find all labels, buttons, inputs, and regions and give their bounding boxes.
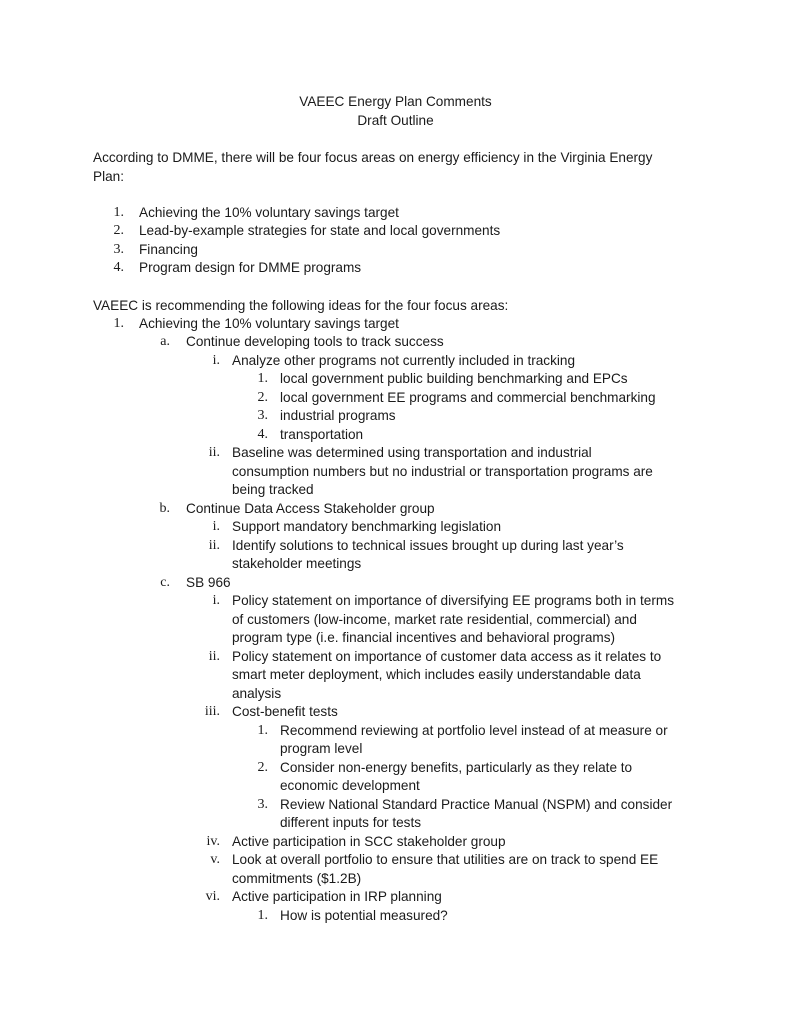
outline-item-level4-cont: different inputs for tests bbox=[280, 815, 422, 830]
list-marker: a. bbox=[160, 334, 170, 349]
outline-item-level4: local government public building benchmarking and EPCs bbox=[280, 371, 628, 386]
outline-item-level3: Analyze other programs not currently included in tracking bbox=[232, 353, 576, 368]
outline-item-level2: Continue developing tools to track success bbox=[186, 334, 444, 349]
outline-item-level4: industrial programs bbox=[280, 408, 396, 423]
outline-item-level4: Review National Standard Practice Manual (NSPM) and consider bbox=[280, 797, 673, 812]
outline-item-level3: Cost-benefit tests bbox=[232, 704, 338, 719]
intro-paragraph-line: According to DMME, there will be four focus areas on energy efficiency in the Virginia Energy bbox=[93, 150, 653, 165]
list-marker: v. bbox=[210, 852, 220, 867]
outline-item-level4-cont: economic development bbox=[280, 778, 420, 793]
outline-item-level3: Support mandatory benchmarking legislation bbox=[232, 519, 502, 534]
outline-item-level1: Achieving the 10% voluntary savings target bbox=[139, 316, 399, 331]
focus-area-item: Program design for DMME programs bbox=[139, 260, 362, 275]
list-marker: 2. bbox=[257, 390, 268, 405]
list-marker: 1. bbox=[113, 205, 124, 220]
outline-item-level3: Look at overall portfolio to ensure that utilities are on track to spend EE bbox=[232, 852, 659, 867]
list-marker: i. bbox=[212, 519, 220, 534]
list-marker: 1. bbox=[257, 371, 268, 386]
outline-item-level3: Identify solutions to technical issues brought up during last year’s bbox=[232, 538, 624, 553]
list-marker: 1. bbox=[257, 723, 268, 738]
outline-item-level3: Baseline was determined using transportation and industrial bbox=[232, 445, 592, 460]
outline-item-level2: Continue Data Access Stakeholder group bbox=[186, 501, 435, 516]
list-marker: iii. bbox=[204, 704, 220, 719]
outline-item-level2: SB 966 bbox=[186, 575, 231, 590]
outline-item-level3: Policy statement on importance of customer data access as it relates to bbox=[232, 649, 662, 664]
outline-item-level4-cont: program level bbox=[280, 741, 363, 756]
document-subtitle: Draft Outline bbox=[357, 113, 434, 128]
list-marker: 2. bbox=[257, 760, 268, 775]
outline-item-level3-cont: program type (i.e. financial incentives and behavioral programs) bbox=[232, 630, 616, 645]
outline-item-level3-cont: smart meter deployment, which includes easily understandable data bbox=[232, 667, 641, 682]
outline-item-level3-cont: commitments ($1.2B) bbox=[232, 871, 362, 886]
list-marker: 3. bbox=[257, 408, 268, 423]
outline-item-level4: local government EE programs and commercial benchmarking bbox=[280, 390, 656, 405]
list-marker: vi. bbox=[205, 889, 220, 904]
outline-item-level3-cont: consumption numbers but no industrial or transportation programs are bbox=[232, 464, 653, 479]
outline-item-level3-cont: stakeholder meetings bbox=[232, 556, 362, 571]
outline-item-level4: Recommend reviewing at portfolio level instead of at measure or bbox=[280, 723, 668, 738]
list-marker: 4. bbox=[113, 260, 124, 275]
outline-item-level3: Active participation in SCC stakeholder group bbox=[232, 834, 506, 849]
outline-item-level4: Consider non-energy benefits, particularly as they relate to bbox=[280, 760, 633, 775]
list-marker: i. bbox=[212, 353, 220, 368]
focus-area-item: Financing bbox=[139, 242, 198, 257]
list-marker: ii. bbox=[208, 538, 220, 553]
list-marker: c. bbox=[160, 575, 170, 590]
list-marker: b. bbox=[159, 501, 170, 516]
list-marker: 2. bbox=[113, 223, 124, 238]
recommendations-intro: VAEEC is recommending the following ideas for the four focus areas: bbox=[93, 298, 509, 313]
document-title: VAEEC Energy Plan Comments bbox=[299, 94, 492, 109]
list-marker: 4. bbox=[257, 427, 268, 442]
focus-area-item: Lead-by-example strategies for state and local governments bbox=[139, 223, 501, 238]
list-marker: 3. bbox=[113, 242, 124, 257]
list-marker: 3. bbox=[257, 797, 268, 812]
outline-item-level3: Active participation in IRP planning bbox=[232, 889, 442, 904]
outline-item-level4: How is potential measured? bbox=[280, 908, 448, 923]
focus-area-item: Achieving the 10% voluntary savings target bbox=[139, 205, 399, 220]
intro-paragraph-line: Plan: bbox=[93, 169, 124, 184]
list-marker: ii. bbox=[208, 445, 220, 460]
list-marker: i. bbox=[212, 593, 220, 608]
outline-item-level4: transportation bbox=[280, 427, 364, 442]
list-marker: iv. bbox=[206, 834, 220, 849]
list-marker: 1. bbox=[113, 316, 124, 331]
list-marker: 1. bbox=[257, 908, 268, 923]
outline-item-level3: Policy statement on importance of diversifying EE programs both in terms bbox=[232, 593, 674, 608]
outline-item-level3-cont: of customers (low-income, market rate residential, commercial) and bbox=[232, 612, 637, 627]
list-marker: ii. bbox=[208, 649, 220, 664]
outline-item-level3-cont: analysis bbox=[232, 686, 282, 701]
outline-item-level3-cont: being tracked bbox=[232, 482, 314, 497]
